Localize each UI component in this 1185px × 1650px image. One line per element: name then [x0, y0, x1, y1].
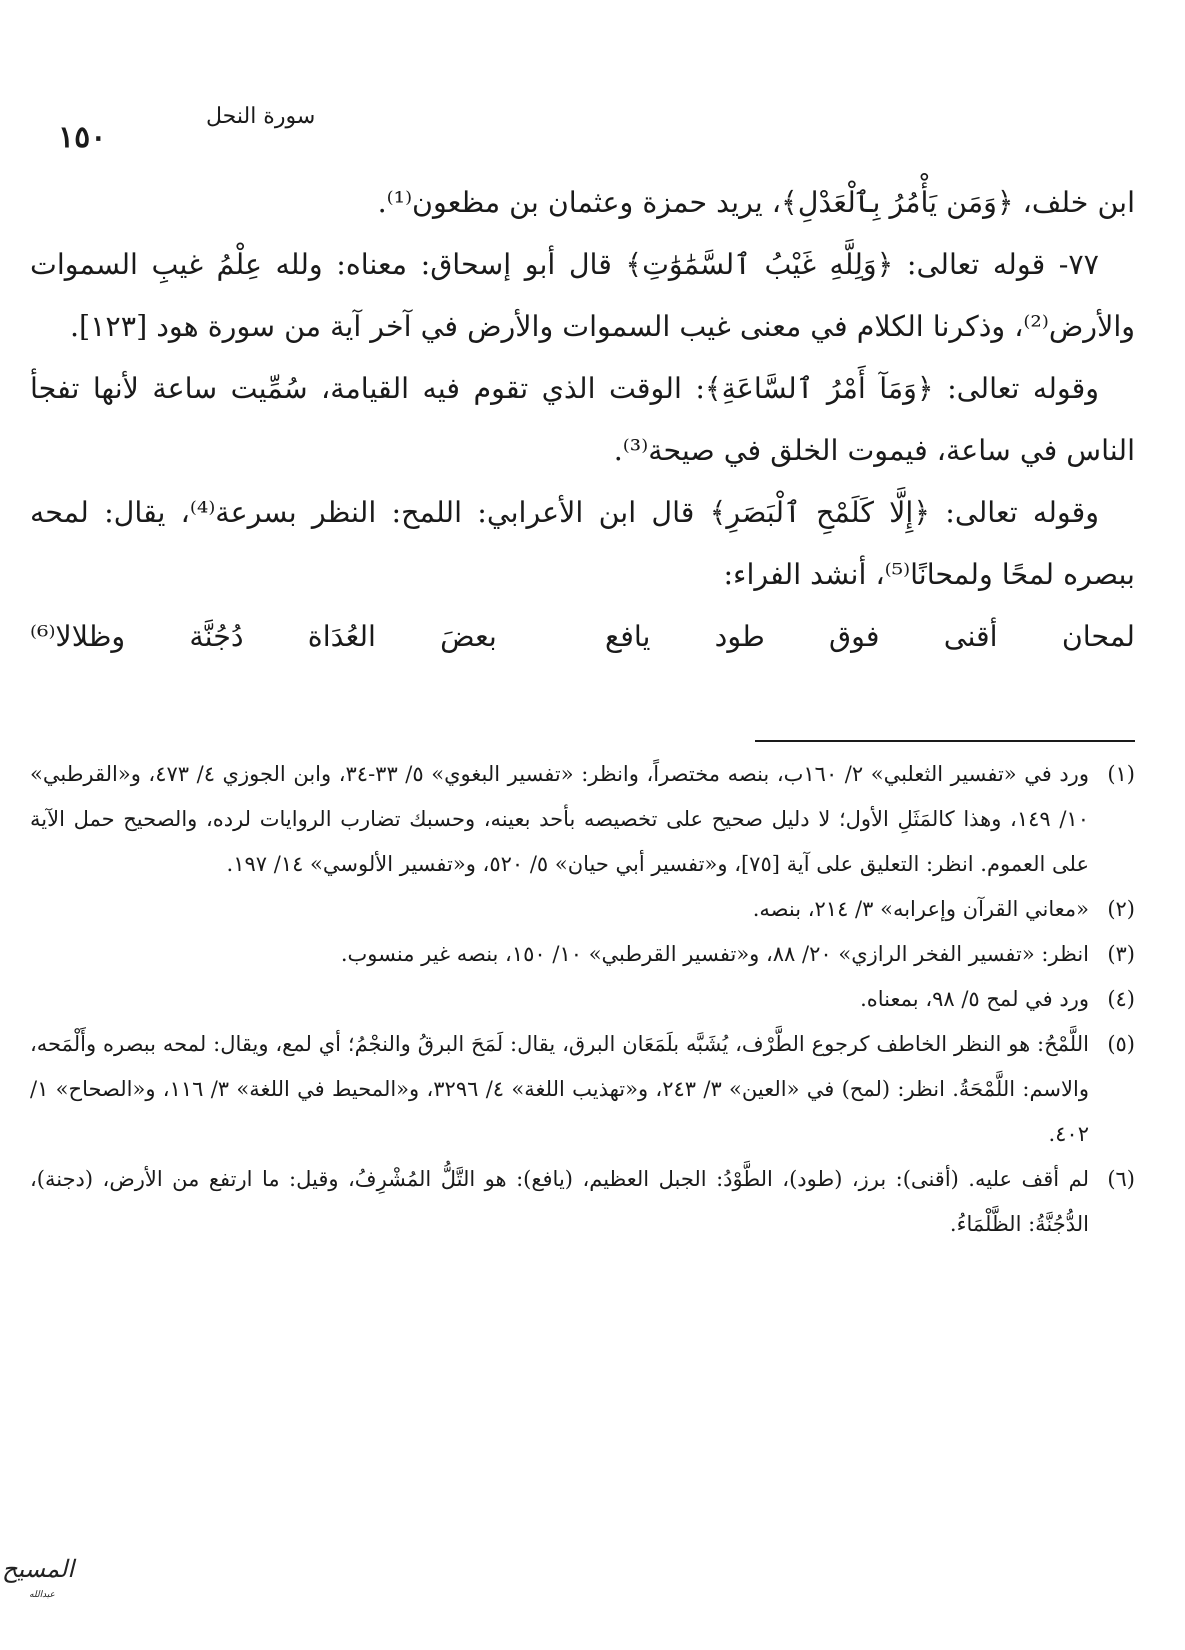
footnote-text: ورد في «تفسير الثعلبي» ٢/ ١٦٠ب، بنصه مختصراً، وانظر: «تفسير البغوي» ٥/ ٣٣-٣٤، وابن الجوزي ٤/ ٤٧٣، و«القرطبي» ١٠/ ١٤٩، وهذا كالمَثَلِ الأول؛ لا دليل صحيح على تخصيصه بأحد بعينه، وحسبك تضارب الروايات لرده، والصحيح حمل الآية على العموم. انظر: التعليق على آية [٧٥]، و«تفسير أبي حيان» ٥/ ٥٢٠، و«تفسير الألوسي» ١٤/ ١٩٧. [30, 762, 1089, 876]
footnote-number: (٥) [1107, 1032, 1135, 1056]
main-paragraph: ٧٧- قوله تعالى: ﴿وَلِلَّهِ غَيْبُ ٱلسَّمَٰوَٰتِ﴾ قال أبو إسحاق: معناه: ولله عِلْمُ غيبِ السموات والأرض⁽²⁾، وذكرنا الكلام في معنى غيب السموات والأرض في آخر آية من سورة هود [١٢٣]. [30, 248, 1135, 343]
calligraphy-logo [2, 1552, 74, 1616]
running-title: سورة النحل [206, 104, 316, 129]
main-paragraph: وقوله تعالى: ﴿وَمَآ أَمْرُ ٱلسَّاعَةِ﴾: الوقت الذي تقوم فيه القيامة، سُمِّيت ساعة لأنها تفجأ الناس في ساعة، فيموت الخلق في صيحة⁽³⁾. [30, 372, 1135, 467]
footnote-text: انظر: «تفسير الفخر الرازي» ٢٠/ ٨٨، و«تفسير القرطبي» ١٠/ ١٥٠، بنصه غير منسوب. [340, 942, 1089, 966]
logo-main-text: المسيح [2, 1555, 74, 1583]
footnote [30, 932, 1135, 977]
main-paragraph: ابن خلف، ﴿وَمَن يَأْمُرُ بِٱلْعَدْلِ﴾، يريد حمزة وعثمان بن مظعون⁽¹⁾. [377, 186, 1135, 219]
footnote [30, 887, 1135, 932]
logo-sub-text: عبدالله [29, 1590, 55, 1600]
footnote-text: «معاني القرآن وإعرابه» ٣/ ٢١٤، بنصه. [752, 897, 1089, 921]
footnote-text: لم أقف عليه. (أقنى): برز، (طود)، الطَّوْدُ: الجبل العظيم، (يافع): هو التَّلُّ المُشْرِفُ، وقيل: ما ارتفع من الأرض، (دجنة)، الدُّجُنَّةُ: الظَّلْمَاءُ. [30, 1167, 1089, 1236]
verse-hemistich-first: لمحان أقنى فوق طود يافع [605, 620, 1135, 653]
footnotes [30, 752, 1135, 1247]
footnote-number: (٤) [1107, 987, 1135, 1011]
footnote-text: ورد في لمح ٥/ ٩٨، بمعناه. [860, 987, 1089, 1011]
footnote-number: (٣) [1107, 942, 1135, 966]
page-number: ١٥٠ [58, 120, 107, 155]
footnote-number: (٦) [1107, 1167, 1135, 1191]
footnote [30, 1157, 1135, 1247]
footnote [30, 752, 1135, 887]
poetry-verse [30, 606, 1135, 668]
verse-hemistich-second: بعضَ العُدَاة دُجُنَّة وظلالا⁽⁶⁾ [30, 620, 497, 653]
footnote-number: (١) [1107, 762, 1135, 786]
main-text [30, 172, 1135, 668]
footnote-separator [755, 740, 1135, 742]
footnote-number: (٢) [1107, 897, 1135, 921]
footnote [30, 1022, 1135, 1157]
footnote [30, 977, 1135, 1022]
footnote-text: اللَّمْحُ: هو النظر الخاطف كرجوع الطَّرْف، يُشَبَّه بلَمَعَان البرق، يقال: لَمَحَ البرقُ والنجْمُ؛ أي لمع، ويقال: لمحه ببصره وأَلْمَحه، والاسم: اللَّمْحَةُ. انظر: (لمح) في «العين» ٣/ ٢٤٣، و«تهذيب اللغة» ٤/ ٣٢٩٦، و«المحيط في اللغة» ٣/ ١١٦، و«الصحاح» ١/ ٤٠٢. [30, 1032, 1089, 1146]
main-paragraph: وقوله تعالى: ﴿إِلَّا كَلَمْحِ ٱلْبَصَرِ﴾ قال ابن الأعرابي: اللمح: النظر بسرعة⁽⁴⁾، يقال: لمحه ببصره لمحًا ولمحانًا⁽⁵⁾، أنشد الفراء: [30, 496, 1135, 591]
